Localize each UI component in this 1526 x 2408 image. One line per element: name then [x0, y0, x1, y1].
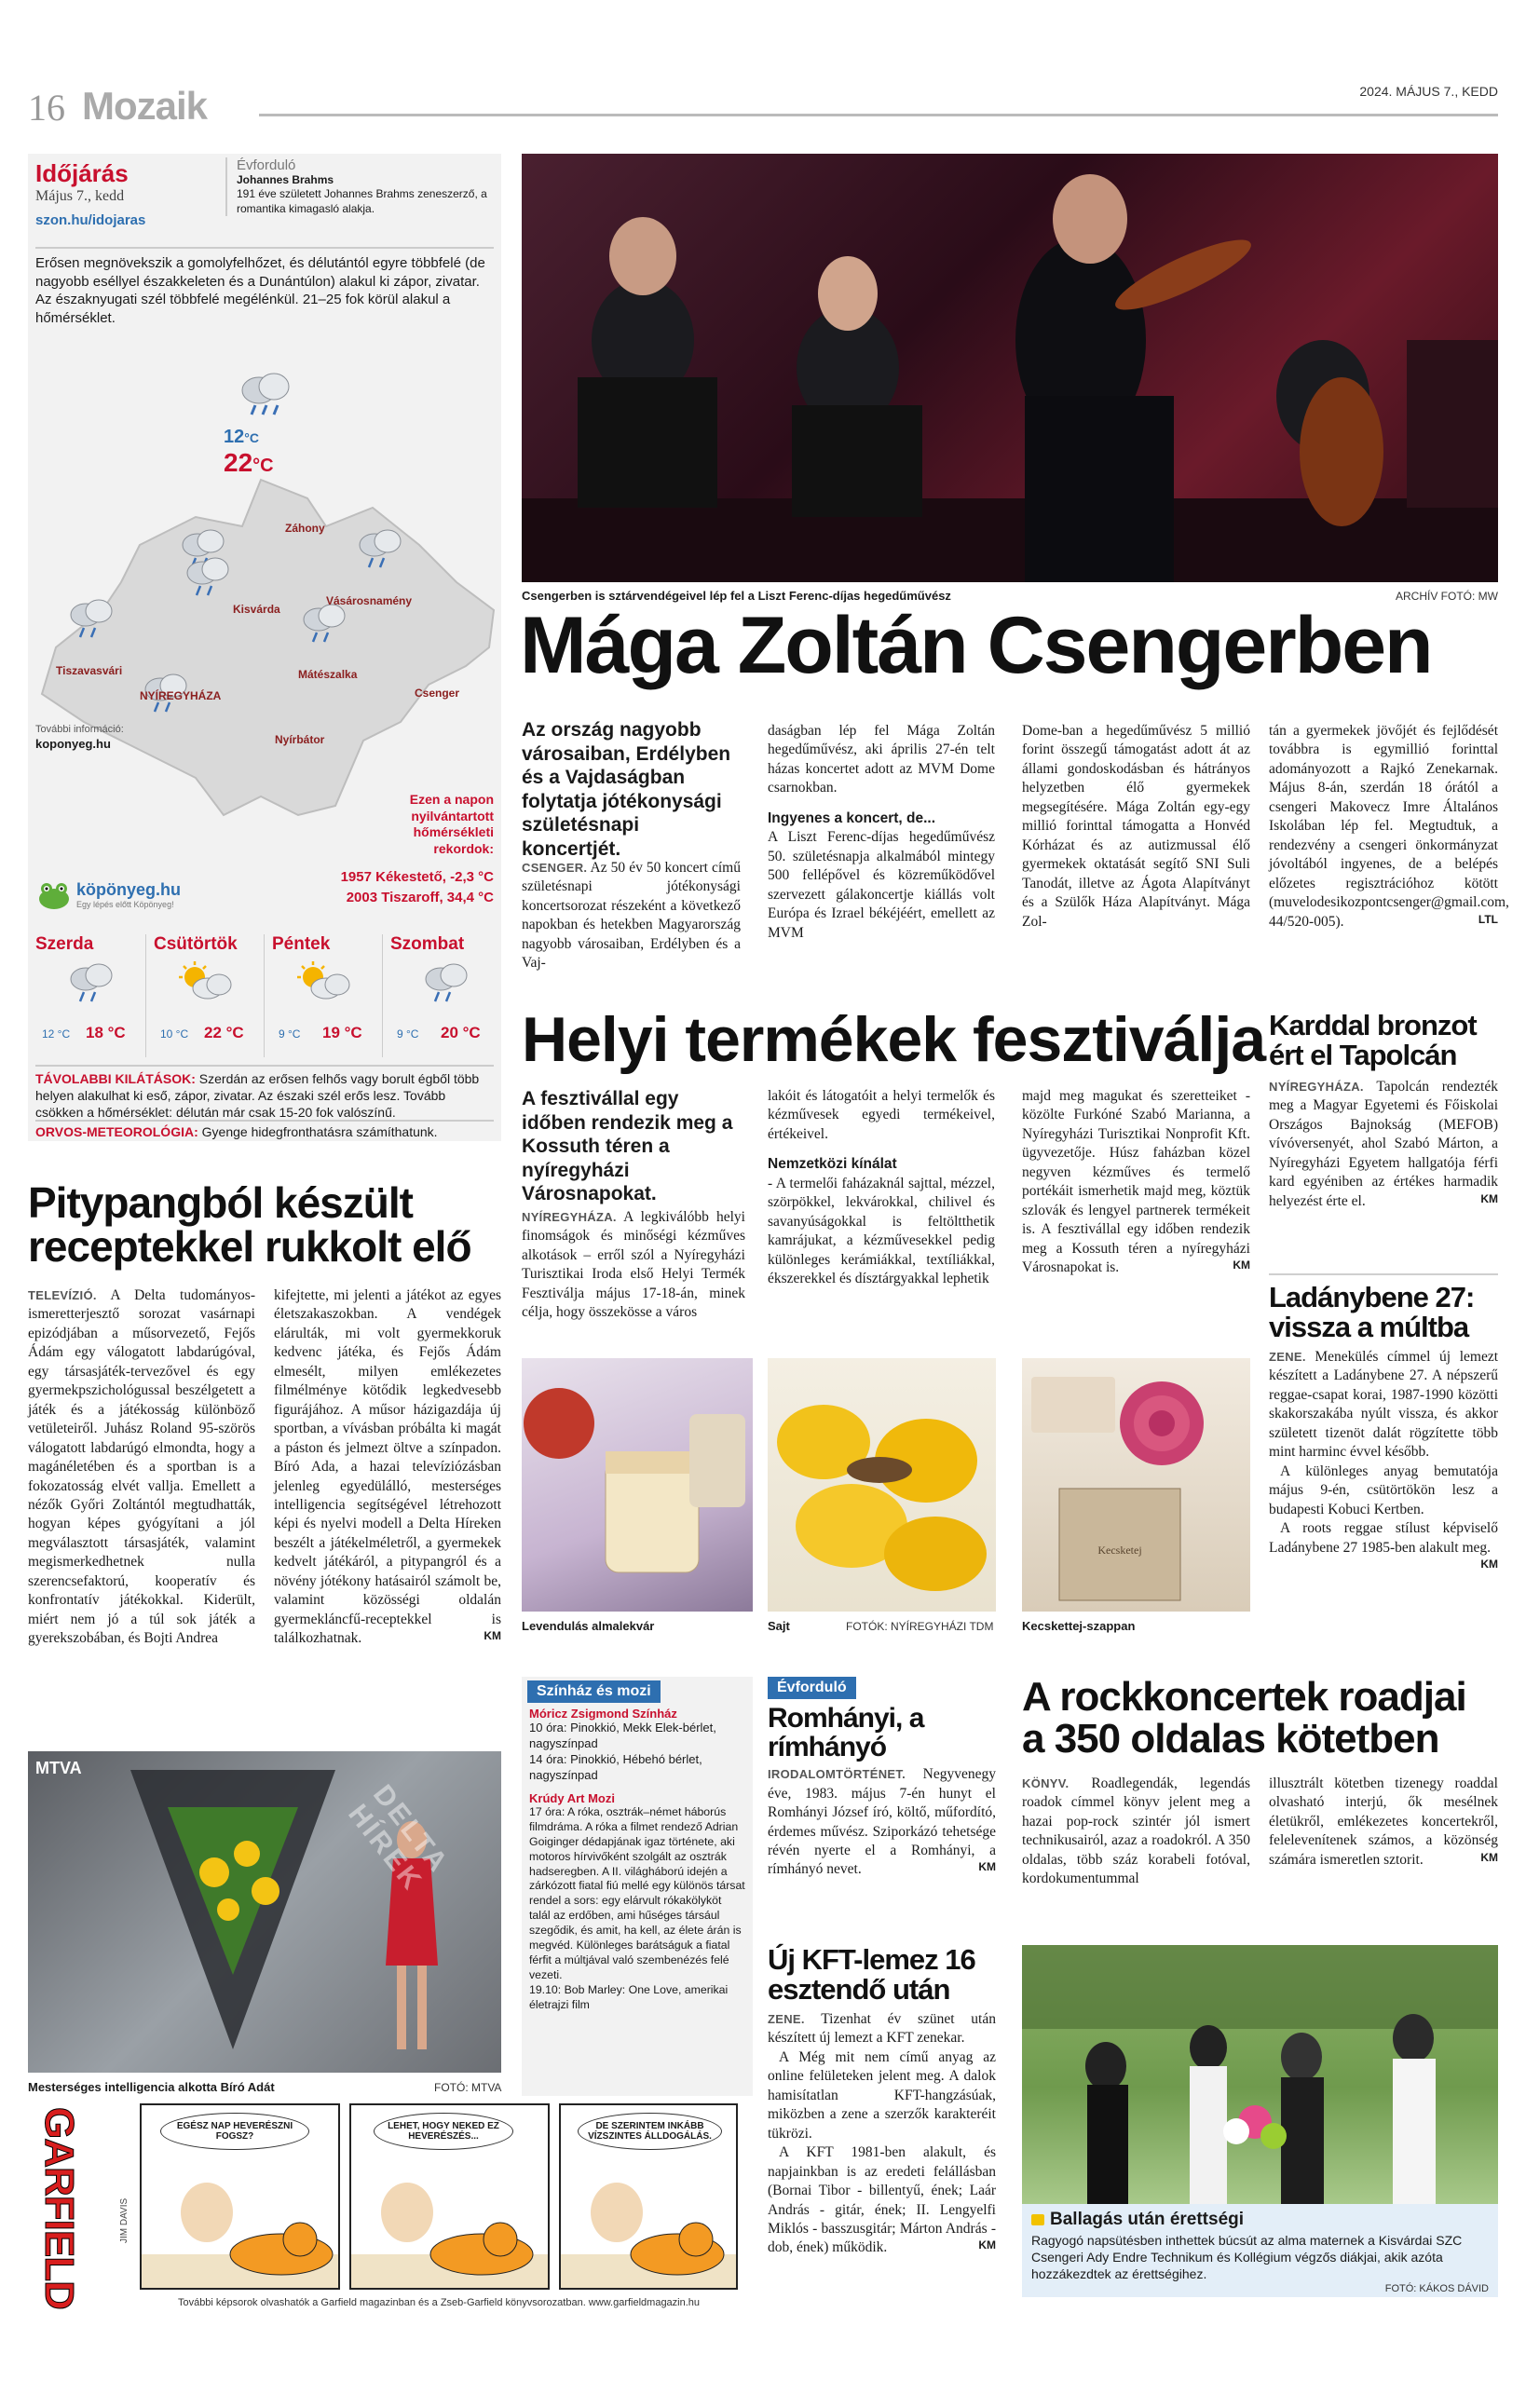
fest-sign: KM — [1233, 1258, 1250, 1272]
day-min: 10 °C — [160, 1027, 189, 1041]
medmet-text: Gyenge hidegfronthatásra számíthatunk. — [201, 1124, 438, 1139]
day-forecast — [383, 934, 501, 1057]
masthead — [28, 84, 1498, 129]
city-label: Záhony — [285, 522, 325, 535]
koponyeg-logo — [37, 880, 181, 910]
weather-divider — [35, 247, 494, 249]
city-label: Mátészalka — [298, 668, 358, 681]
city-label: Tiszavasvári — [56, 664, 123, 677]
garfield-logo: GARFIELD — [36, 2107, 82, 2309]
cheese-caption: Sajt — [768, 1619, 790, 1633]
violinist-photo — [522, 154, 1498, 582]
sun-cloud-icon — [174, 960, 239, 1007]
day-max: 19 °C — [322, 1024, 362, 1041]
venue-2: Krúdy Art Mozi — [529, 1790, 615, 1805]
kft-headline: Új KFT-lemez 16 esztendő után — [768, 1943, 975, 2006]
maga-col1 — [522, 859, 741, 973]
city-label: Kisvárda — [233, 603, 280, 616]
romhanyi-body: IRODALOMTÖRTÉNET. Negyvenegy éve, 1983. május 7-én hunyt el Romhányi József író, költő, műfordító, érdemes művész. Sziporkázó tehetsége révén nyerte el a Romhányi, a rímhányó nevet. KM — [768, 1766, 996, 1878]
medmet-label: ORVOS-METEOROLÓGIA: — [35, 1124, 198, 1139]
maga-lead: Az ország nagyobb városaiban, Erdélyben és a Vajdaságban folytatja jótékonysági születésnapi koncertjét. — [522, 719, 731, 861]
svg-text:Kecsketej: Kecsketej — [1097, 1544, 1142, 1557]
garfield-footer: További képsorok olvashatók a Garfield magazinban és a Zseb-Garfield könyvsorozatban. www.garfieldmagazin.hu — [177, 2297, 701, 2308]
fest-subhead: Nemzetközi kínálat — [768, 1156, 897, 1173]
maga-col2a: daságban lép fel Mága Zoltán hegedűművész, aki április 27-én telt házas koncertet adott az MVM Dome csarnokban. — [768, 723, 995, 796]
day-max: 18 °C — [86, 1024, 126, 1041]
comic-panel — [559, 2103, 738, 2290]
garfield-strip — [28, 2103, 738, 2318]
rock-headline: A rockkoncertek roadjai a 350 oldalas kötetben — [1022, 1674, 1466, 1762]
rain-cloud-icon — [354, 526, 410, 569]
weather-title: Időjárás — [35, 159, 129, 187]
divider — [1269, 1273, 1498, 1275]
day-min: 9 °C — [397, 1027, 419, 1041]
day-min: 9 °C — [279, 1027, 301, 1041]
main-min-temp: 12°C — [224, 427, 259, 447]
mtva-badge: MTVA — [35, 1759, 82, 1777]
graduation-caption-box — [1022, 2204, 1498, 2297]
sun-cloud-icon — [293, 960, 358, 1007]
fest-kicker: NYÍREGYHÁZA. — [522, 1210, 617, 1224]
masthead-rule — [259, 114, 1498, 116]
weather-box — [28, 154, 501, 1141]
day-name: Csütörtök — [154, 934, 238, 954]
kft-body: ZENE. Tizenhat év szünet után készített új lemezt a KFT zenekar. A Még mit nem című anyag az online felületeken jelent meg. A dalok hamisítatlan KFT-hangzásúak, miközben a zene a szerzők karakteréit tükrözi. A KFT 1981-ben alakult, és napjainkban is az eredeti felállásban (Bornai Tibor - billentyű, ének; Laár András - gitár, ének; II. Lengyelfi Miklós - basszusgitár; Márton András - dob, ének) működik. KM — [768, 2011, 996, 2256]
violinist-credit: ARCHÍV FOTÓ: MW — [1396, 590, 1498, 603]
day-max: 20 °C — [441, 1024, 481, 1041]
thought-bubble: LEHET, HOGY NEKED EZ HEVERÉSZÉS... — [374, 2113, 513, 2150]
maga-col1-text: Az 50 év 50 koncert című születésnapi jótékonysági koncertsorozat részeként a következő napokban és hetekben Magyarország nagyobb városaiban, Erdélyben és a Vaj- — [522, 860, 741, 972]
presenter-caption: Mesterséges intelligencia alkotta Bíró Adát — [28, 2080, 275, 2094]
presenter-credit: FOTÓ: MTVA — [434, 2081, 502, 2094]
theatre-event: 14 óra: Pinokkió, Hébehó bérlet, nagyszínpad — [529, 1751, 702, 1782]
ladany-headline: Ladánybene 27: vissza a múltba — [1269, 1281, 1475, 1343]
weather-url[interactable]: szon.hu/idojaras — [35, 212, 146, 228]
camera-icon — [1031, 2214, 1044, 2225]
pity-col2: kifejtette, mi jelenti a játékot az egyes életszakaszokban. A vendégek elárulták, mi volt gyermekkoruk kedvenc játéka, és Fejős Ádám elmesélt, milyen emlékezetes filmélménye kötődik legkedvesebb figurájához. A műsor házigazdája új sportban, a vívásban próbálta ki magát a páston és jelmezt öltve a színpadon. Bíró Ada, a hazai televíziózásban jelenleg egyedülálló, mesterséges intelligencia segítségével létrehozott képi és nyelvi modell a Delta Híreken beszélt a játékelméletről, a gyermekek kedvelt játékáról, a pitypangról és a növény jótékony hatásairól számolt be, valamint közösségi oldalán gyermekláncfű-receptekkel is találkozhatnak. KM — [274, 1287, 501, 1647]
lavender-caption: Levendulás almalekvár — [522, 1619, 655, 1633]
day-name: Péntek — [272, 934, 331, 954]
city-label: Csenger — [415, 687, 460, 700]
day-forecast-row — [28, 934, 501, 1057]
anniversary-text: 191 éve született Johannes Brahms zeneszerző, a romantika kimagasló alakja. — [237, 187, 487, 216]
cheese-photo — [768, 1358, 996, 1612]
fest-col3: majd meg magukat és szeretteiket - közölte Furkóné Szabó Marianna, a Nyíregyházi Turisztikai Nonprofit Kft. ügyvezetője. Húsz faházban közel negyven kézműves és termelő portékáit ismerhetik majd meg, köztük szlovák és lengyel partnerek termékeit is. A fesztivállal egy időben rendezik meg a Kossuth téren a nyíregyházi Városnapokat is. KM — [1022, 1088, 1250, 1276]
anniversary-label: Évforduló — [237, 157, 296, 173]
maga-kicker: CSENGER. — [522, 861, 588, 875]
city-label: Vásárosnamény — [326, 594, 413, 607]
outlook — [35, 1065, 494, 1122]
page-number: 16 — [28, 87, 65, 129]
rock-col1: KÖNYV. Roadlegendák, legendás roadok címmel könyv jelent meg a hazai pop-rock szintér jól ismert technikusairól, azaz a roadokról. A 350 oldalas, több száz korabeli fotóval, kordokumentummal — [1022, 1775, 1250, 1887]
brand-sub: Egy lépés előtt Köpönyeg! — [76, 900, 174, 909]
graduation-title: Ballagás után érettségi — [1031, 2210, 1489, 2230]
maga-headline: Mága Zoltán Csengerben — [520, 601, 1432, 690]
weather-forecast-text: Erősen megnövekszik a gomolyfelhőzet, és délutántól egyre többfelé (de nagyobb eséllyel északkeleten és a Dunántúlon) alakul ki zápor, zivatar. Az északnyugati szél többfelé megélénkül. 21–25 fok körül alakul a hőmérséklet. — [35, 255, 485, 326]
rain-cloud-icon — [182, 554, 238, 597]
theatre-box — [522, 1677, 753, 2096]
issue-date: 2024. MÁJUS 7., KEDD — [1359, 84, 1498, 99]
rock-col2: illusztrált kötetben tizenegy roaddal olvasható interjú, ők mesélnek életükről, emlékezetes koncertekről, felelevenítenek számos, a közönség számára ismeretlen sztorit. KM — [1269, 1775, 1498, 1868]
fest-headline: Helyi termékek fesztiválja — [522, 1004, 1266, 1075]
city-label: Nyírbátor — [275, 733, 325, 746]
graduation-photo — [1022, 1945, 1498, 2204]
anniversary-name: Johannes Brahms — [237, 173, 334, 186]
fest-lead: A fesztivállal egy időben rendezik meg a Kossuth téren a nyíregyházi Városnapokat. — [522, 1088, 733, 1205]
karddal-body: NYÍREGYHÁZA. Tapolcán rendezték meg a Magyar Egyetemi és Főiskolai Országos Bajnokság (MEFOB) vívóversenyét, ahol Szabó Márton, a Nyíregyházi Egyetem hallgatója férfi kard egyéniben az értékes harmadik helyezést érte el. KM — [1269, 1079, 1498, 1209]
rain-cloud-icon — [420, 960, 476, 1007]
theatre-label: Színház és mozi — [527, 1680, 661, 1703]
more-info-url[interactable]: koponyeg.hu — [35, 737, 111, 751]
cinema-event: 17 óra: A róka, osztrák–német háborús filmdráma. A róka a filmet rendező Adrian Goiginger dédapjának igaz története, aki motoros hírvivőként szolgált az osztrák hadseregben. A II. világháború idején a zárkózott fiatal fiú mellé egy különös társat rendel a sors: egy elárvult rókakölyköt talál az erdőben, ami hűséges társául szegődik, és amit, ha kell, az élete árán is megvéd. Különleges barátságuk a fiatal férfit a múltjával való szembenézés felé vezeti. — [529, 1804, 745, 1982]
fest-credit: FOTÓK: NYÍREGYHÁZI TDM — [846, 1620, 994, 1633]
fest-col2: lakóit és látogatóit a helyi termelők és kézművesek egyedi termékeivel, értékeivel. Nemzetközi kínálat - A termelői faházaknál sajttal, mézzel, szörpökkel, lekvárokkal, chilivel és savanyúságokkal is feltöltthetik kamrájukat, a kézművesekkel pedig különleges kerámiákkal, textíliákkal, ékszerekkel és dísztárgyakkal lephetik — [768, 1088, 995, 1287]
violinist-caption: Csengerben is sztárvendégeivel lép fel a Liszt Ferenc-díjas hegedűművész — [522, 589, 951, 603]
ladany-body: ZENE. Menekülés címmel új lemezt készített a Ladánybene 27. A népszerű reggae-csapat korai, 1987-1990 közötti skakorszakába nyúlt vissza, és akkor született tizenöt dalát rögzítette több mint harminc évvel később. A különleges anyag bemutatója május 9-én, csütörtökön lesz a budapesti Kobuci Kertben. A roots reggae stílust képviselő Ladánybene 27 1985-ben alakult meg. KM — [1269, 1349, 1499, 1571]
maga-sign: LTL — [1478, 912, 1498, 926]
record-2: 2003 Tiszaroff, 34,4 °C — [346, 890, 494, 905]
garfield-author: JIM DAVIS — [119, 2197, 129, 2243]
brand-name: köpönyeg.hu — [76, 880, 181, 899]
romhanyi-label: Évforduló — [768, 1677, 856, 1699]
speech-bubble: EGÉSZ NAP HEVERÉSZNI FOGSZ? — [160, 2113, 309, 2150]
frog-icon — [37, 880, 71, 910]
weather-date: Május 7., kedd — [35, 188, 125, 204]
day-max: 22 °C — [204, 1024, 244, 1041]
day-name: Szerda — [35, 934, 94, 954]
main-weather-icon — [235, 370, 300, 411]
outlook-label: TÁVOLABBI KILÁTÁSOK: — [35, 1071, 196, 1086]
city-label: NYÍREGYHÁZA — [140, 689, 222, 702]
venue-1: Móricz Zsigmond Színház — [529, 1707, 677, 1721]
rain-cloud-icon — [65, 596, 121, 639]
pity-col1: TELEVÍZIÓ. A Delta tudományos-ismeretterjesztő sorozat vasárnapi epizódjában a műsorvezető, Fejős Ádám egy válogatott labdarúgóval, egy társasjáték-tervezővel és egy gyermekpszichológussal beszélgetett a játék és a játékosság különböző vetületeiről. Juhász Roland 95-szörös válogatott labdarúgó elmondta, hogy a magánéletében és a sportban is a fokozatosság elvét vallja. Emellett a nézők Győri Zoltántól megtudhatták, hogyan képes gyógyítani a jól megválasztott társasjáték, valamint megismerkedhetnek nulla szerencsefaktorú, kooperatív és konfrontatív játékokkal. Kiderült, miért nem jó a túl sok játék a gyerekszobában, és Bojti Andrea — [28, 1287, 255, 1647]
day-forecast — [265, 934, 383, 1057]
section-title: Mozaik — [82, 84, 208, 128]
outlook-text: Szerdán az erősen felhős vagy borult égből több helyen alakulhat ki eső, zápor, zivatar. Az északi szél erős lesz. Tovább csökken a hőmérséklet: délután már csak 15-20 fok valószínű. — [35, 1071, 480, 1121]
pity-headline: Pitypangból készült receptekkel rukkolt elő — [28, 1178, 471, 1271]
maga-col4: tán a gyermekek jövőjét és fejlődését továbbra is egymillió forinttal adományozott a Rajkó Zenekarnak. Május 8-án, szerdán 18 órától a csengeri Makovecz Imre Általános Iskolában lép fel. Megtudtuk, a rendezvény a csengeri önkormányzat jóvoltából ingyenes, de a belépés előzetes regisztrációhoz kötött (muvelodesikozpontcsenger@gmail.com, 44/520-005). LTL — [1269, 723, 1509, 930]
tv-presenter-photo — [28, 1751, 501, 2073]
romhanyi-headline: Romhányi, a rímhányó — [768, 1703, 924, 1762]
cinema-event: 19.10: Bob Marley: One Love, amerikai életrajzi film — [529, 1983, 729, 2012]
day-min: 12 °C — [42, 1027, 71, 1041]
anniversary-box — [225, 157, 496, 216]
theatre-event: 10 óra: Pinokkió, Mekk Elek-bérlet, nagyszínpad — [529, 1721, 716, 1750]
main-max-temp: 22°C — [224, 448, 274, 477]
soap-caption: Kecskettej-szappan — [1022, 1619, 1136, 1633]
fest-col1: NYÍREGYHÁZA. A legkiválóbb helyi finomságok és minőségi kézműves alkotások – erről szól a Nyíregyházi Turisztikai Iroda első Helyi Termék Fesztiválja május 17-18-án, minek célja, hogy összekösse a város — [522, 1209, 745, 1321]
thought-bubble: DE SZERINTEM INKÁBB VÍZSZINTES ÁLLDOGÁLÁS. — [578, 2113, 722, 2150]
day-forecast — [146, 934, 265, 1057]
comic-panel — [349, 2103, 550, 2290]
day-forecast — [28, 934, 146, 1057]
maga-col2 — [768, 722, 995, 943]
comic-panel — [140, 2103, 340, 2290]
medmet — [35, 1120, 494, 1139]
graduation-credit: FOTÓ: KÁKOS DÁVID — [1384, 2282, 1489, 2294]
romhanyi-box — [768, 1677, 996, 1928]
maga-col3: Dome-ban a hegedűművész 5 millió forint összegű támogatást adott át az állami gondoskodásban és hátrányos helyzetben élő gyermekek megsegítésére. Mága Zoltán egy-egy millió forinttal támogatta a Honvéd Kórházat és az autizmussal élő gyermekek oktatását segítő SNI Suli Tanodát, illetve az Ágota Alapítványt és a Szülők Háza Alapítványt. Mága Zol- — [1022, 723, 1250, 930]
karddal-headline: Karddal bronzot ért el Tapolcán — [1269, 1009, 1477, 1071]
soap-photo — [1022, 1358, 1250, 1612]
record-1: 1957 Kékestető, -2,3 °C — [340, 869, 494, 885]
record-title: Ezen a napon nyilvántartott hőmérsékleti rekordok: — [409, 792, 494, 856]
maga-subhead: Ingyenes a koncert, de... — [768, 809, 936, 826]
lavender-jam-photo — [522, 1358, 753, 1612]
rain-cloud-icon — [65, 960, 121, 1007]
delta-overlay-text: DELTA HÍREK — [342, 1779, 455, 1898]
graduation-text: Ragyogó napsütésben inthettek búcsút az alma maternek a Kisvárdai SZC Csengeri Ady Endre Technikum és Kollégium végzős diákjai, akik azóta hozzákezdtek az érettségihez. — [1031, 2233, 1463, 2282]
day-name: Szombat — [390, 934, 465, 954]
maga-col2b: A Liszt Ferenc-díjas hegedűművész 50. születésnapja alkalmából mintegy 500 fellépővel és közreműködővel szervezett gálakoncertje kiállás volt Európa és Izrael békéjéért, emellett az MVM — [768, 829, 995, 941]
more-info-label: További információ: — [35, 724, 124, 735]
